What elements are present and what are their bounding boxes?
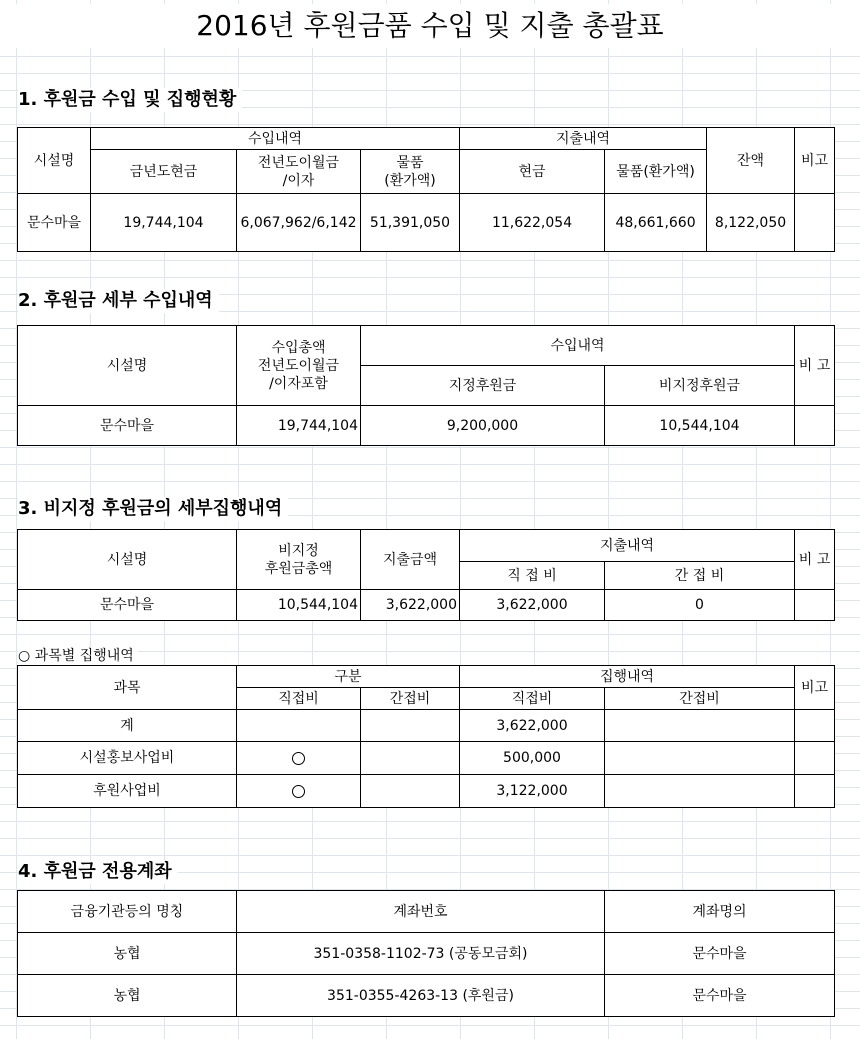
header-facility: 시설명 bbox=[18, 530, 237, 590]
income-detail-table bbox=[17, 325, 835, 446]
header-note: 비 고 bbox=[795, 326, 835, 406]
cell-item: 후원사업비 bbox=[18, 775, 237, 808]
cell-category-indirect bbox=[361, 775, 460, 808]
header-category: 구분 bbox=[237, 666, 460, 688]
cell-account-number: 351-0358-1102-73 (공동모금회) bbox=[237, 933, 605, 975]
table-row bbox=[18, 975, 835, 1017]
table-row bbox=[18, 742, 835, 775]
section-1-heading: 1. 후원금 수입 및 집행현황 bbox=[18, 88, 242, 112]
header-goods-line1: 물품 bbox=[396, 154, 424, 171]
section-2-heading: 2. 후원금 세부 수입내역 bbox=[18, 289, 219, 313]
cell-note bbox=[795, 194, 835, 252]
cell-goods: 51,391,050 bbox=[361, 194, 460, 252]
header-category-indirect: 간접비 bbox=[361, 688, 460, 710]
cell-note bbox=[795, 406, 835, 446]
header-bank: 금융기관등의 명칭 bbox=[18, 891, 237, 933]
circle-mark-icon bbox=[292, 785, 305, 798]
cell-expense-goods: 48,661,660 bbox=[605, 194, 707, 252]
cell-account-name: 문수마을 bbox=[605, 933, 835, 975]
cell-undesignated: 10,544,104 bbox=[605, 406, 795, 446]
header-execution-direct: 직접비 bbox=[460, 688, 605, 710]
header-expense: 지출내역 bbox=[460, 128, 707, 150]
header-indirect: 간 접 비 bbox=[605, 562, 795, 590]
cell-note bbox=[795, 590, 835, 621]
header-undesignated-total-line2: 후원금총액 bbox=[264, 560, 333, 577]
table-row bbox=[18, 710, 835, 742]
header-income-total-line3: /이자포함 bbox=[269, 375, 328, 392]
header-balance: 잔액 bbox=[707, 128, 795, 194]
header-account-number: 계좌번호 bbox=[237, 891, 605, 933]
table-row bbox=[18, 933, 835, 975]
header-expense-cash: 현금 bbox=[460, 150, 605, 194]
cell-balance: 8,122,050 bbox=[707, 194, 795, 252]
header-cash-this-year: 금년도현금 bbox=[91, 150, 237, 194]
header-income-total bbox=[237, 326, 361, 406]
cell-execution-direct: 3,622,000 bbox=[460, 710, 605, 742]
table-row bbox=[18, 406, 835, 446]
table-row bbox=[18, 194, 835, 252]
header-goods-line2: (환가액) bbox=[384, 172, 436, 189]
cell-category-direct bbox=[237, 775, 361, 808]
cell-carryover: 6,067,962/6,142 bbox=[237, 194, 361, 252]
cell-category-indirect bbox=[361, 742, 460, 775]
cell-category-direct bbox=[237, 710, 361, 742]
header-income-total-line2: 전년도이월금 bbox=[257, 357, 340, 374]
header-execution: 집행내역 bbox=[460, 666, 795, 688]
cell-execution-direct: 500,000 bbox=[460, 742, 605, 775]
header-undesignated-total-line1: 비지정 bbox=[278, 542, 319, 559]
account-table bbox=[17, 890, 835, 1017]
header-undesignated-total bbox=[237, 530, 361, 590]
cell-bank: 농협 bbox=[18, 933, 237, 975]
header-note: 비고 bbox=[795, 128, 835, 194]
header-expense-goods: 물품(환가액) bbox=[605, 150, 707, 194]
header-execution-indirect: 간접비 bbox=[605, 688, 795, 710]
header-carryover-line1: 전년도이월금 bbox=[257, 154, 340, 171]
cell-undesignated-total: 10,544,104 bbox=[237, 590, 361, 621]
header-facility: 시설명 bbox=[18, 128, 91, 194]
header-carryover-line2: /이자 bbox=[282, 172, 315, 189]
cell-indirect: 0 bbox=[605, 590, 795, 621]
cell-cash-this-year: 19,744,104 bbox=[91, 194, 237, 252]
header-goods bbox=[361, 150, 460, 194]
cell-account-name: 문수마을 bbox=[605, 975, 835, 1017]
cell-execution-indirect bbox=[605, 742, 795, 775]
cell-facility: 문수마을 bbox=[18, 406, 237, 446]
header-income-total-line1: 수입총액 bbox=[271, 339, 326, 356]
table-row bbox=[18, 775, 835, 808]
cell-execution-direct: 3,122,000 bbox=[460, 775, 605, 808]
header-account-name: 계좌명의 bbox=[605, 891, 835, 933]
header-income: 수입내역 bbox=[91, 128, 460, 150]
cell-facility: 문수마을 bbox=[18, 194, 91, 252]
cell-facility: 문수마을 bbox=[18, 590, 237, 621]
cell-bank: 농협 bbox=[18, 975, 237, 1017]
cell-account-number: 351-0355-4263-13 (후원금) bbox=[237, 975, 605, 1017]
page-title: 2016년 후원금품 수입 및 지출 총괄표 bbox=[0, 4, 860, 48]
section-3-heading: 3. 비지정 후원금의 세부집행내역 bbox=[18, 497, 288, 521]
header-expense: 지출내역 bbox=[460, 530, 795, 562]
income-execution-table bbox=[17, 127, 835, 252]
header-carryover bbox=[237, 150, 361, 194]
header-facility: 시설명 bbox=[18, 326, 237, 406]
cell-item: 시설홍보사업비 bbox=[18, 742, 237, 775]
header-income: 수입내역 bbox=[361, 326, 795, 366]
circle-mark-icon bbox=[292, 752, 305, 765]
cell-income-total: 19,744,104 bbox=[237, 406, 361, 446]
cell-execution-indirect bbox=[605, 775, 795, 808]
header-expense-amount: 지출금액 bbox=[361, 530, 460, 590]
cell-note bbox=[795, 710, 835, 742]
undesignated-execution-table bbox=[17, 529, 835, 621]
cell-direct: 3,622,000 bbox=[460, 590, 605, 621]
header-direct: 직 접 비 bbox=[460, 562, 605, 590]
cell-execution-indirect bbox=[605, 710, 795, 742]
cell-designated: 9,200,000 bbox=[361, 406, 605, 446]
header-note: 비 고 bbox=[795, 530, 835, 590]
cell-note bbox=[795, 775, 835, 808]
cell-category-indirect bbox=[361, 710, 460, 742]
table-row bbox=[18, 590, 835, 621]
section-4-heading: 4. 후원금 전용계좌 bbox=[18, 860, 178, 884]
cell-expense-cash: 11,622,054 bbox=[460, 194, 605, 252]
header-note: 비고 bbox=[795, 666, 835, 710]
header-designated: 지정후원금 bbox=[361, 366, 605, 406]
header-item: 과목 bbox=[18, 666, 237, 710]
header-category-direct: 직접비 bbox=[237, 688, 361, 710]
cell-note bbox=[795, 742, 835, 775]
by-item-heading: ○ 과목별 집행내역 bbox=[18, 647, 138, 665]
by-item-table bbox=[17, 665, 835, 808]
cell-expense-amount: 3,622,000 bbox=[361, 590, 460, 621]
cell-category-direct bbox=[237, 742, 361, 775]
cell-item: 계 bbox=[18, 710, 237, 742]
header-undesignated: 비지정후원금 bbox=[605, 366, 795, 406]
